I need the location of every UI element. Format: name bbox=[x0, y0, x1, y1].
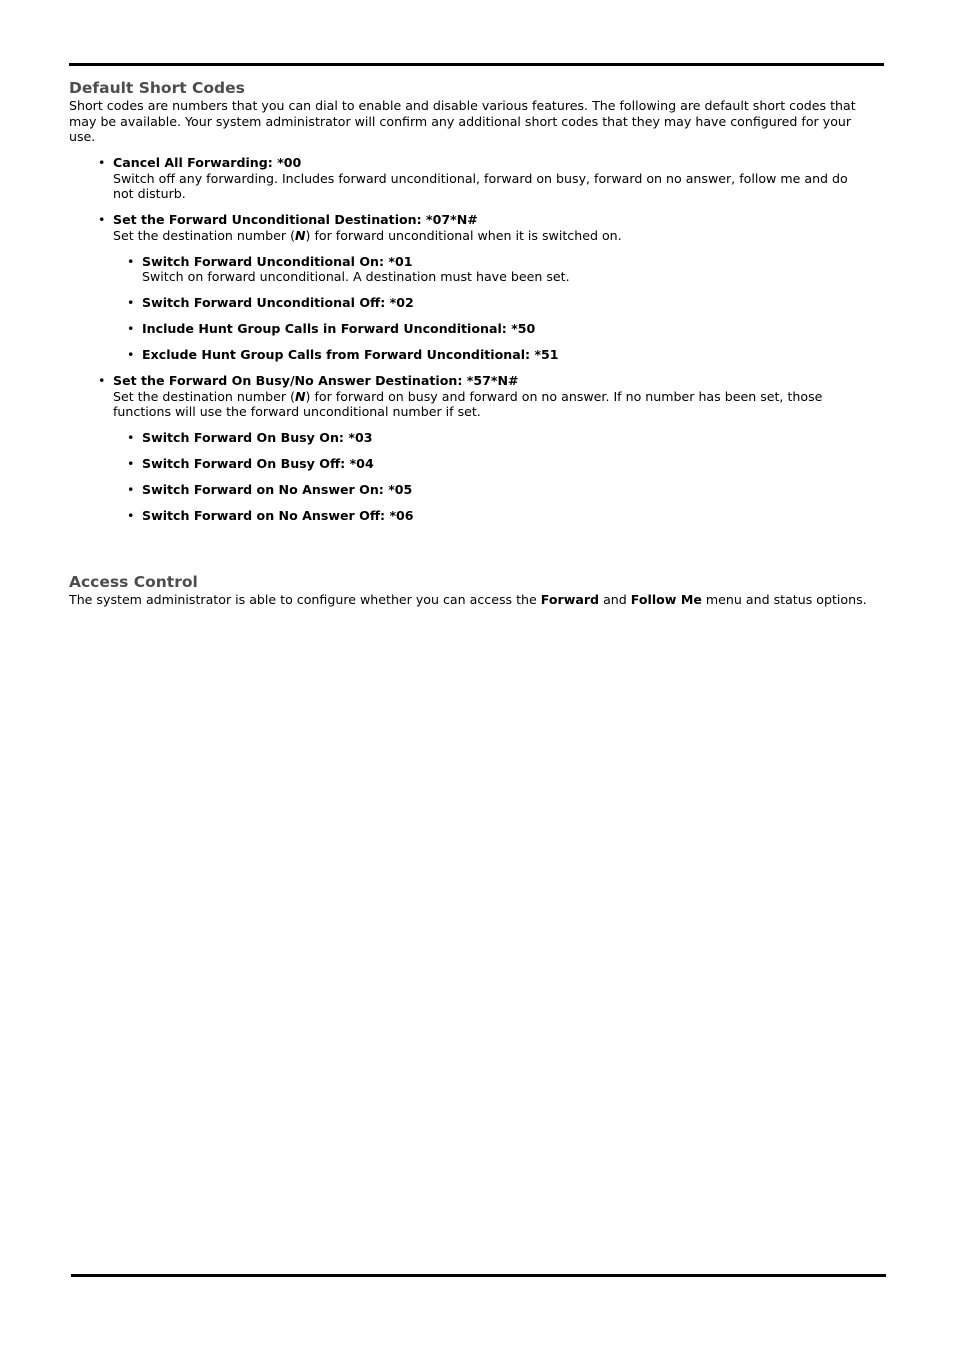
item-title: • Switch Forward On Busy Off: *04 bbox=[142, 456, 374, 471]
item-title: • Switch Forward on No Answer Off: *06 bbox=[142, 508, 414, 523]
item-title: • Set the Forward On Busy/No Answer Destination: *57*N# bbox=[113, 373, 519, 388]
forward-label: Forward bbox=[540, 591, 600, 607]
list-item bbox=[113, 155, 869, 202]
desc-emphasis: N bbox=[295, 388, 306, 404]
item-title: • Switch Forward Unconditional On: *01 bbox=[142, 253, 413, 269]
item-desc bbox=[113, 389, 869, 420]
item-title: • Switch Forward On Busy On: *03 bbox=[142, 430, 373, 445]
item-desc bbox=[113, 228, 869, 244]
bottom-rule bbox=[71, 1274, 886, 1277]
desc-emphasis: N bbox=[295, 227, 306, 243]
section-heading-default-short-codes: Default Short Codes bbox=[69, 79, 245, 97]
item-desc: Switch off any forwarding. Includes forward unconditional, forward on busy, forward on no answer, follow me and do not disturb. bbox=[113, 170, 848, 201]
top-rule bbox=[69, 63, 884, 66]
sub-list bbox=[142, 430, 869, 524]
list-item bbox=[142, 347, 869, 363]
desc-text: Set the destination number ( bbox=[113, 227, 295, 243]
item-title: • Set the Forward Unconditional Destination: *07*N# bbox=[113, 212, 478, 227]
desc-text: ) for forward on busy and forward on no answer. If no number has been set, those functions will use the forward unconditional number if set. bbox=[113, 388, 823, 419]
list-item bbox=[142, 430, 869, 446]
list-item bbox=[142, 508, 869, 524]
item-title: • Include Hunt Group Calls in Forward Unconditional: *50 bbox=[142, 321, 536, 336]
section-heading-access-control: Access Control bbox=[69, 572, 198, 591]
body-text: The system administrator is able to configure whether you can access the bbox=[69, 591, 541, 607]
list-item bbox=[142, 321, 869, 337]
item-title: • Switch Forward Unconditional Off: *02 bbox=[142, 295, 414, 310]
list-item bbox=[142, 456, 869, 472]
item-desc: Switch on forward unconditional. A destination must have been set. bbox=[142, 269, 570, 284]
follow-me-label: Follow Me bbox=[630, 591, 702, 607]
short-code-list bbox=[113, 155, 869, 524]
list-item bbox=[142, 295, 869, 311]
item-title: • Exclude Hunt Group Calls from Forward Unconditional: *51 bbox=[142, 347, 559, 362]
list-item bbox=[142, 254, 869, 285]
item-title: • Switch Forward on No Answer On: *05 bbox=[142, 482, 413, 497]
section-intro: Short codes are numbers that you can dial to enable and disable various features. The following are default short codes that may be available. Your system administrator will confirm any additional short codes that they may have configured for your use. bbox=[69, 98, 856, 144]
section-spacer bbox=[69, 524, 869, 572]
sub-list bbox=[142, 254, 869, 363]
page-content bbox=[69, 78, 869, 607]
body-text: and bbox=[599, 591, 631, 607]
access-control-text bbox=[69, 592, 869, 608]
list-item bbox=[142, 482, 869, 498]
body-text: menu and status options. bbox=[701, 591, 867, 607]
item-title: • Cancel All Forwarding: *00 bbox=[113, 155, 302, 170]
list-item bbox=[113, 212, 869, 363]
desc-text: ) for forward unconditional when it is switched on. bbox=[305, 227, 622, 243]
list-item bbox=[113, 373, 869, 524]
desc-text: Set the destination number ( bbox=[113, 388, 295, 404]
